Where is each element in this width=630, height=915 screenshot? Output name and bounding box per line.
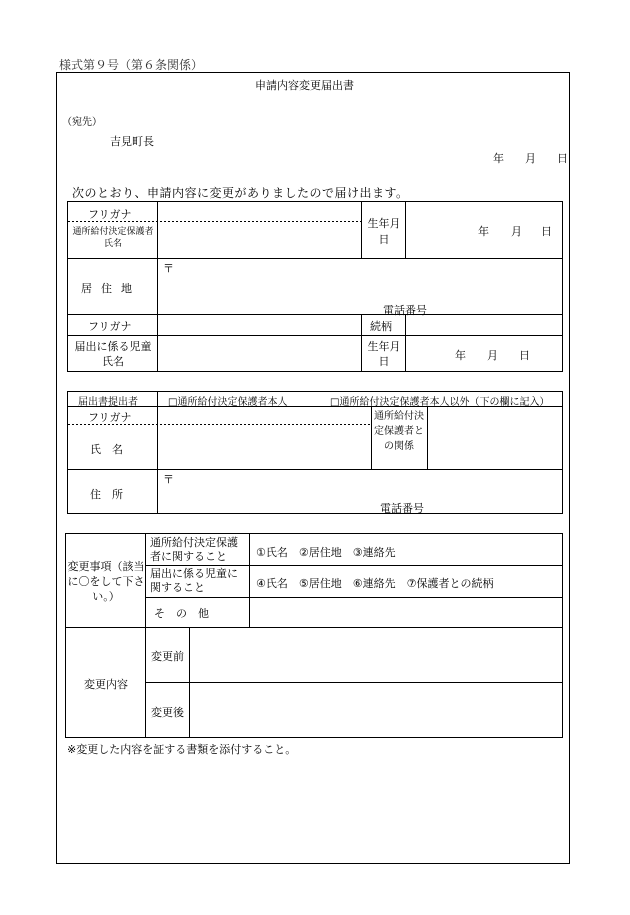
postal-mark: 〒: [163, 262, 174, 275]
child-options[interactable]: ④氏名 ⑤居住地 ⑥連絡先 ⑦保護者との続柄: [256, 577, 494, 590]
guardian-relation-label: 通所給付決定保護者との関係: [374, 411, 424, 452]
addressee-name: 吉見町長: [110, 135, 154, 148]
addressee-label: （宛先）: [62, 117, 102, 128]
form-reference: 様式第９号（第６条関係）: [59, 58, 204, 72]
phone-label: 電話番号: [383, 304, 427, 317]
child-birth-month: 月: [487, 349, 498, 362]
birth-year: 年: [478, 225, 489, 238]
guardian-name-label: 通所給付決定保護者氏名: [72, 227, 154, 249]
option-other[interactable]: □通所給付決定保護者本人以外（下の欄に記入）: [330, 397, 550, 408]
relation-label: 続柄: [370, 320, 392, 333]
submitter-phone-label: 電話番号: [380, 502, 424, 515]
submitter-address-label: 住 所: [90, 488, 123, 501]
guardian-options[interactable]: ①氏名 ②居住地 ③連絡先: [256, 546, 396, 559]
submitter-name-label: 氏 名: [90, 443, 123, 456]
child-birth-day: 日: [519, 349, 530, 362]
intro-text: 次のとおり、申請内容に変更がありましたので届け出ます。: [72, 186, 409, 200]
child-name-label: 届出に係る児童氏名: [74, 340, 152, 368]
submitter-furigana-label: フリガナ: [88, 411, 132, 424]
attachment-note: ※変更した内容を証する書類を添付すること。: [67, 743, 297, 756]
other-label: そ の 他: [154, 607, 209, 620]
change-content-label: 変更内容: [84, 678, 128, 691]
form-title: 申請内容変更届出書: [255, 79, 354, 92]
option-self[interactable]: □通所給付決定保護者本人: [168, 397, 288, 408]
submitter-label: 届出書提出者: [78, 397, 138, 408]
change-items-label: 変更事項（該当に〇をして下さい。）: [67, 560, 145, 603]
residence-label: 居住地: [81, 282, 141, 295]
child-birth-year: 年: [455, 349, 466, 362]
birth-month: 月: [511, 225, 522, 238]
child-birth-label: 生年月日: [367, 340, 401, 368]
date-day: 日: [557, 152, 568, 165]
child-category: 届出に係る児童に関すること: [150, 567, 238, 594]
child-furigana-label: フリガナ: [88, 320, 132, 333]
before-label: 変更前: [151, 650, 184, 663]
furigana-label: フリガナ: [88, 208, 132, 221]
guardian-category: 通所給付決定保護者に関すること: [150, 536, 238, 563]
birth-day: 日: [541, 225, 552, 238]
date-month: 月: [525, 152, 536, 165]
date-year: 年: [493, 152, 504, 165]
birth-label: 生年月日: [367, 217, 401, 246]
after-label: 変更後: [151, 706, 184, 719]
submitter-postal-mark: 〒: [163, 473, 174, 486]
